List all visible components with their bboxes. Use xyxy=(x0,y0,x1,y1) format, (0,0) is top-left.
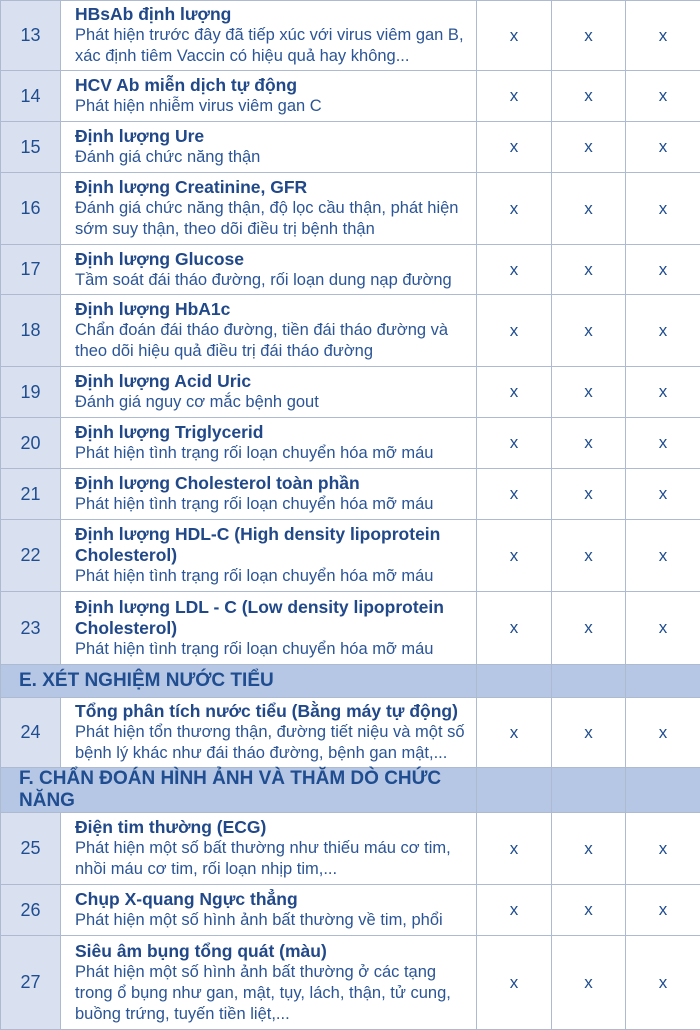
package-mark: x xyxy=(552,592,626,665)
section-cell xyxy=(626,768,700,813)
test-name: Định lượng Acid Uric xyxy=(75,371,474,392)
test-name: Định lượng HDL-C (High density lipoprotein Cholesterol) xyxy=(75,524,474,566)
test-cell xyxy=(61,1,477,71)
table-row xyxy=(1,418,700,469)
test-cell xyxy=(61,885,477,936)
row-number: 18 xyxy=(1,295,61,367)
package-mark: x xyxy=(552,469,626,520)
package-mark: x xyxy=(626,418,700,469)
test-name: HCV Ab miễn dịch tự động xyxy=(75,75,474,96)
table-row xyxy=(1,885,700,936)
test-detail: Tầm soát đái tháo đường, rối loạn dung nạp đường xyxy=(75,270,474,291)
section-header-row xyxy=(1,768,700,813)
row-number: 23 xyxy=(1,592,61,665)
package-mark: x xyxy=(552,936,626,1030)
test-detail: Phát hiện tình trạng rối loạn chuyển hóa mỡ máu xyxy=(75,494,474,515)
package-mark: x xyxy=(552,1,626,71)
test-cell xyxy=(61,698,477,768)
test-name: HBsAb định lượng xyxy=(75,4,474,25)
table-row xyxy=(1,295,700,367)
package-mark: x xyxy=(477,698,552,768)
package-mark: x xyxy=(477,520,552,592)
package-mark: x xyxy=(477,367,552,418)
test-name: Định lượng LDL - C (Low density lipoprotein Cholesterol) xyxy=(75,597,474,639)
test-detail: Phát hiện tình trạng rối loạn chuyển hóa mỡ máu xyxy=(75,566,474,587)
test-cell xyxy=(61,122,477,173)
table-row xyxy=(1,173,700,245)
package-mark: x xyxy=(552,295,626,367)
row-number: 17 xyxy=(1,245,61,295)
package-mark: x xyxy=(552,245,626,295)
package-mark: x xyxy=(552,173,626,245)
package-mark: x xyxy=(626,1,700,71)
package-mark: x xyxy=(552,885,626,936)
section-cell xyxy=(626,665,700,698)
section-cell xyxy=(552,768,626,813)
package-mark: x xyxy=(626,245,700,295)
test-name: Siêu âm bụng tổng quát (màu) xyxy=(75,941,474,962)
package-mark: x xyxy=(552,520,626,592)
row-number: 16 xyxy=(1,173,61,245)
test-name: Định lượng Triglycerid xyxy=(75,422,474,443)
row-number: 25 xyxy=(1,813,61,885)
table-row xyxy=(1,592,700,665)
table-row xyxy=(1,122,700,173)
package-mark: x xyxy=(626,122,700,173)
test-detail: Đánh giá nguy cơ mắc bệnh gout xyxy=(75,392,474,413)
table-row xyxy=(1,245,700,295)
test-cell xyxy=(61,173,477,245)
test-detail: Phát hiện tình trạng rối loạn chuyển hóa mỡ máu xyxy=(75,443,474,464)
package-mark: x xyxy=(626,592,700,665)
package-mark: x xyxy=(626,295,700,367)
package-mark: x xyxy=(626,173,700,245)
package-mark: x xyxy=(626,813,700,885)
package-mark: x xyxy=(552,698,626,768)
test-cell xyxy=(61,71,477,122)
package-mark: x xyxy=(477,936,552,1030)
package-mark: x xyxy=(552,813,626,885)
test-cell xyxy=(61,520,477,592)
package-mark: x xyxy=(552,122,626,173)
package-mark: x xyxy=(552,418,626,469)
package-mark: x xyxy=(477,813,552,885)
test-name: Định lượng HbA1c xyxy=(75,299,474,320)
row-number: 20 xyxy=(1,418,61,469)
table-row xyxy=(1,520,700,592)
test-detail: Phát hiện nhiễm virus viêm gan C xyxy=(75,96,474,117)
package-mark: x xyxy=(626,520,700,592)
package-mark: x xyxy=(626,885,700,936)
row-number: 14 xyxy=(1,71,61,122)
test-cell xyxy=(61,245,477,295)
row-number: 13 xyxy=(1,1,61,71)
table-row xyxy=(1,1,700,71)
package-mark: x xyxy=(477,1,552,71)
test-cell xyxy=(61,592,477,665)
test-detail: Phát hiện một số hình ảnh bất thường ở các tạng trong ổ bụng như gan, mật, tụy, lách, thận, tử cung, buồng trứng, tuyến tiền liệt,... xyxy=(75,962,474,1025)
test-detail: Chẩn đoán đái tháo đường, tiền đái tháo đường và theo dõi hiệu quả điều trị đái tháo đường xyxy=(75,320,474,362)
test-name: Điện tim thường (ECG) xyxy=(75,817,474,838)
test-detail: Phát hiện tổn thương thận, đường tiết niệu và một số bệnh lý khác như đái tháo đường, bệnh gan mật,... xyxy=(75,722,474,764)
test-cell xyxy=(61,469,477,520)
section-header-row xyxy=(1,665,700,698)
test-detail: Phát hiện tình trạng rối loạn chuyển hóa mỡ máu xyxy=(75,639,474,660)
package-mark: x xyxy=(626,71,700,122)
test-cell xyxy=(61,418,477,469)
row-number: 22 xyxy=(1,520,61,592)
package-mark: x xyxy=(626,698,700,768)
test-detail: Đánh giá chức năng thận, độ lọc cầu thận, phát hiện sớm suy thận, theo dõi điều trị bệnh thận xyxy=(75,198,474,240)
table-body xyxy=(1,1,700,1030)
package-mark: x xyxy=(477,295,552,367)
section-cell xyxy=(552,665,626,698)
section-cell xyxy=(477,665,552,698)
test-name: Định lượng Ure xyxy=(75,126,474,147)
test-detail: Đánh giá chức năng thận xyxy=(75,147,474,168)
table-row xyxy=(1,71,700,122)
package-mark: x xyxy=(552,367,626,418)
test-name: Định lượng Glucose xyxy=(75,249,474,270)
row-number: 15 xyxy=(1,122,61,173)
package-mark: x xyxy=(477,885,552,936)
test-cell xyxy=(61,367,477,418)
test-cell xyxy=(61,295,477,367)
row-number: 21 xyxy=(1,469,61,520)
table-row xyxy=(1,367,700,418)
package-mark: x xyxy=(477,173,552,245)
package-mark: x xyxy=(552,71,626,122)
package-mark: x xyxy=(626,469,700,520)
row-number: 24 xyxy=(1,698,61,768)
test-cell xyxy=(61,813,477,885)
package-mark: x xyxy=(477,592,552,665)
test-name: Định lượng Cholesterol toàn phần xyxy=(75,473,474,494)
test-detail: Phát hiện trước đây đã tiếp xúc với virus viêm gan B, xác định tiêm Vaccin có hiệu quả hay không... xyxy=(75,25,474,67)
table-row xyxy=(1,469,700,520)
section-title: E. XÉT NGHIỆM NƯỚC TIỂU xyxy=(1,665,477,698)
section-title: F. CHẨN ĐOÁN HÌNH ẢNH VÀ THĂM DÒ CHỨC NĂNG xyxy=(1,768,477,813)
test-detail: Phát hiện một số hình ảnh bất thường về tim, phổi xyxy=(75,910,474,931)
package-mark: x xyxy=(477,469,552,520)
package-mark: x xyxy=(477,245,552,295)
package-mark: x xyxy=(626,936,700,1030)
table-row xyxy=(1,813,700,885)
table-row xyxy=(1,936,700,1030)
package-mark: x xyxy=(477,418,552,469)
test-name: Tổng phân tích nước tiểu (Bằng máy tự động) xyxy=(75,701,474,722)
row-number: 19 xyxy=(1,367,61,418)
row-number: 27 xyxy=(1,936,61,1030)
test-name: Định lượng Creatinine, GFR xyxy=(75,177,474,198)
table-row xyxy=(1,698,700,768)
package-mark: x xyxy=(477,122,552,173)
package-mark: x xyxy=(477,71,552,122)
test-detail: Phát hiện một số bất thường như thiếu máu cơ tim, nhồi máu cơ tim, rối loạn nhịp tim,... xyxy=(75,838,474,880)
row-number: 26 xyxy=(1,885,61,936)
section-cell xyxy=(477,768,552,813)
test-cell xyxy=(61,936,477,1030)
package-mark: x xyxy=(626,367,700,418)
test-name: Chụp X-quang Ngực thẳng xyxy=(75,889,474,910)
